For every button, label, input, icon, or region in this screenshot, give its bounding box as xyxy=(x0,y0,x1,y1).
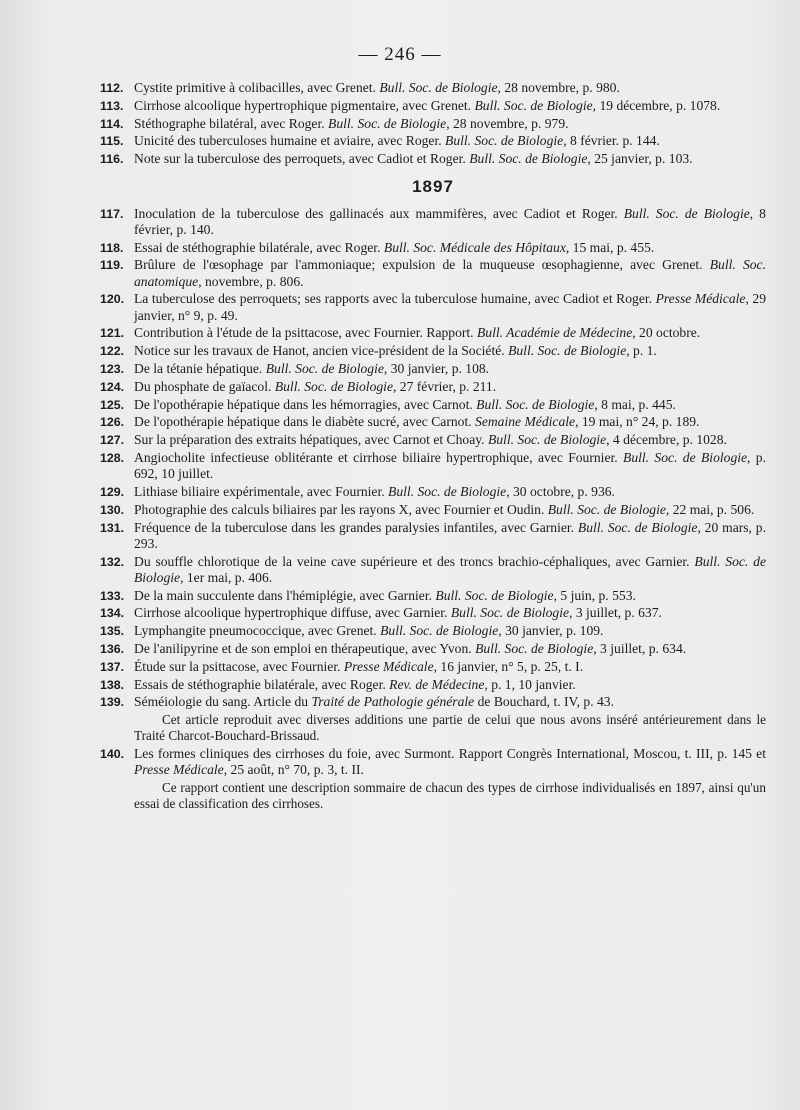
entry-number: 117. xyxy=(100,206,124,221)
journal-title: Bull. Soc. Médicale des Hôpitaux xyxy=(383,239,566,255)
entry-number: 120. xyxy=(100,292,125,307)
entry-segment: , 1er mai, p. 406. xyxy=(180,569,273,585)
bibliography-entry xyxy=(100,588,766,604)
journal-title: Bull. Soc. de Biologie xyxy=(508,343,627,359)
entry-number: 139. xyxy=(100,695,125,710)
entry-number: 140. xyxy=(100,747,125,762)
entry-text xyxy=(134,694,766,710)
entry-text xyxy=(134,291,766,323)
journal-title: Bull. Soc. de Biologie xyxy=(388,483,507,499)
page-number: — 246 — xyxy=(358,44,442,65)
entry-number: 124. xyxy=(100,379,125,394)
bibliography-entry xyxy=(100,554,766,586)
entry-segment: , 29 janvier, n° 9, p. 49. xyxy=(134,291,766,323)
entry-number: 131. xyxy=(100,520,125,535)
entry-segment: De l'opothérapie hépatique dans les hémorragies, avec Carnot. xyxy=(134,396,477,412)
entry-number: 128. xyxy=(100,450,125,465)
entry-segment: La tuberculose des perroquets; ses rapports avec la tuberculose humaine, avec Cadiot et Roger. xyxy=(134,291,656,307)
entry-text xyxy=(134,397,766,413)
entry-number: 133. xyxy=(100,588,125,603)
entry-number: 114. xyxy=(100,116,124,131)
entry-note: Cet article reproduit avec diverses additions une partie de celui que nous avons inséré antérieurement dans le Traité Charcot-Bouchard-Brissaud. xyxy=(134,712,766,744)
entry-text xyxy=(134,659,766,675)
bibliography-entry xyxy=(100,677,766,693)
entry-segment: , 22 mai, p. 506. xyxy=(665,501,755,517)
bibliography-entry xyxy=(100,694,766,710)
entry-number: 126. xyxy=(100,415,125,430)
entry-segment: De l'anilipyrine et de son emploi en thérapeutique, avec Yvon. xyxy=(134,640,476,656)
entry-segment: , 19 décembre, p. 1078. xyxy=(592,97,721,113)
entry-text xyxy=(134,432,766,448)
entry-number: 134. xyxy=(100,606,125,621)
entry-number: 116. xyxy=(100,152,124,167)
entry-number: 112. xyxy=(100,81,124,95)
entry-text xyxy=(134,379,766,395)
journal-title: Bull. Soc. de Biologie xyxy=(487,432,607,448)
entry-number: 135. xyxy=(100,624,125,639)
bibliography-list xyxy=(100,80,766,814)
journal-title: Bull. Soc. de Biologie xyxy=(475,640,594,656)
entry-number: 136. xyxy=(100,641,125,656)
bibliography-entry xyxy=(100,325,766,341)
entry-segment: Cirrhose alcoolique hypertrophique diffuse, avec Garnier. xyxy=(134,605,451,621)
journal-title: Bull. Soc. de Biologie xyxy=(445,133,564,149)
entry-segment: , 28 novembre, p. 980. xyxy=(497,80,620,95)
journal-title: Bull. Soc. anatomique xyxy=(134,257,766,289)
entry-text xyxy=(134,325,766,341)
entry-segment: Essai de stéthographie bilatérale, avec Roger. xyxy=(134,239,384,255)
journal-title: Bull. Soc. de Biologie xyxy=(623,449,748,465)
entry-text xyxy=(134,343,766,359)
entry-segment: , 25 août, n° 70, p. 3, t. II. xyxy=(223,762,364,778)
entry-segment: Séméiologie du sang. Article du xyxy=(134,694,312,710)
entry-segment: Contribution à l'étude de la psittacose, avec Fournier. Rapport. xyxy=(134,325,477,341)
entry-note: Ce rapport contient une description sommaire de chacun des types de cirrhose individualisés en 1897, ainsi qu'un essai de classification des cirrhoses. xyxy=(134,780,766,812)
bibliography-entry xyxy=(100,343,766,359)
journal-title: Presse Médicale xyxy=(134,762,224,778)
entry-segment: Essais de stéthographie bilatérale, avec Roger. xyxy=(134,676,390,692)
journal-title: Bull. Soc. de Biologie xyxy=(577,519,698,535)
entry-segment: , 8 février, p. 140. xyxy=(134,205,766,237)
entry-segment: , 30 janvier, p. 109. xyxy=(498,623,604,639)
entry-text xyxy=(134,502,766,518)
entry-segment: Les formes cliniques des cirrhoses du foie, avec Surmont. Rapport Congrès International, Moscou, t. III, p. 145 et xyxy=(134,746,766,762)
bibliography-entry xyxy=(100,605,766,621)
entry-segment: Unicité des tuberculoses humaine et aviaire, avec Roger. xyxy=(134,133,446,149)
bibliography-entry xyxy=(100,206,766,238)
entry-number: 130. xyxy=(100,502,125,517)
entry-segment: , 5 juin, p. 553. xyxy=(553,587,636,603)
entry-segment: Inoculation de la tuberculose des gallinacés aux mammifères, avec Cadiot et Roger. xyxy=(134,205,624,221)
entry-number: 115. xyxy=(100,134,124,149)
entry-text xyxy=(134,414,766,430)
entry-text xyxy=(134,98,766,114)
entries-1896 xyxy=(100,80,766,167)
journal-title: Bull. Soc. de Biologie xyxy=(469,151,588,167)
entry-segment: , 30 octobre, p. 936. xyxy=(506,483,615,499)
entry-segment: Notice sur les travaux de Hanot, ancien vice-président de la Société. xyxy=(134,343,509,359)
journal-title: Rev. de Médecine xyxy=(389,676,485,692)
entry-text xyxy=(134,151,766,167)
entry-segment: Du phosphate de gaïacol. xyxy=(134,378,275,394)
entry-segment: Lymphangite pneumococcique, avec Grenet. xyxy=(134,623,381,639)
entry-segment: , 25 janvier, p. 103. xyxy=(587,151,693,167)
journal-title: Bull. Soc. de Biologie xyxy=(379,80,498,95)
entry-segment: , novembre, p. 806. xyxy=(198,273,304,289)
bibliography-entry xyxy=(100,361,766,377)
entry-segment: , 8 mai, p. 445. xyxy=(594,396,676,412)
journal-title: Semaine Médicale xyxy=(475,414,576,430)
entry-text xyxy=(134,450,766,482)
entry-segment: , 3 juillet, p. 634. xyxy=(593,640,687,656)
journal-title: Bull. Soc. de Biologie xyxy=(265,360,384,376)
entry-segment: Brûlure de l'œsophage par l'ammoniaque; expulsion de la muqueuse œsophagienne, avec Grenet. xyxy=(134,257,710,273)
bibliography-entry xyxy=(100,484,766,500)
bibliography-entry xyxy=(100,80,766,96)
entry-segment: Du souffle chlorotique de la veine cave supérieure et des troncs brachio-céphaliques, avec Garnier. xyxy=(134,553,695,569)
entry-number: 121. xyxy=(100,326,125,341)
entry-segment: , p. 1. xyxy=(626,343,657,359)
entry-segment: , 16 janvier, n° 5, p. 25, t. I. xyxy=(433,658,584,674)
entry-text xyxy=(134,240,766,256)
entry-segment: , 20 octobre. xyxy=(632,325,701,341)
entry-segment: , 4 décembre, p. 1028. xyxy=(606,432,727,448)
entry-text xyxy=(134,554,766,586)
journal-title: Bull. Soc. de Biologie xyxy=(435,587,554,603)
entry-segment: Photographie des calculs biliaires par les rayons X, avec Fournier et Oudin. xyxy=(134,501,548,517)
entry-segment: , 30 janvier, p. 108. xyxy=(383,360,490,376)
entry-text xyxy=(134,206,766,238)
journal-title: Bull. Soc. de Biologie xyxy=(547,501,666,517)
entry-segment: Note sur la tuberculose des perroquets, avec Cadiot et Roger. xyxy=(134,151,470,167)
entry-segment: De la tétanie hépatique. xyxy=(134,360,266,376)
entry-text xyxy=(134,677,766,693)
bibliography-entry xyxy=(100,133,766,149)
journal-title: Bull. Soc. de Biologie xyxy=(328,115,447,131)
entry-number: 132. xyxy=(100,554,125,569)
entry-segment: , 19 mai, n° 24, p. 189. xyxy=(575,414,700,430)
entry-text xyxy=(134,520,766,552)
year-heading: 1897 xyxy=(412,177,454,197)
entry-segment: Angiocholite infectieuse oblitérante et cirrhose biliaire hypertrophique, avec Fournier. xyxy=(134,449,624,465)
bibliography-entry xyxy=(100,98,766,114)
entry-text xyxy=(134,623,766,639)
bibliography-entry xyxy=(100,520,766,552)
entry-number: 118. xyxy=(100,240,124,255)
entry-segment: De l'opothérapie hépatique dans le diabète sucré, avec Carnot. xyxy=(134,414,476,430)
entry-segment: Fréquence de la tuberculose dans les grandes paralysies infantiles, avec Garnier. xyxy=(134,519,578,535)
entry-text xyxy=(134,641,766,657)
journal-title: Traité de Pathologie générale xyxy=(311,694,475,710)
entry-segment: , 20 mars, p. 293. xyxy=(134,519,766,551)
journal-title: Presse Médicale xyxy=(655,291,746,307)
entry-text xyxy=(134,484,766,500)
entry-text xyxy=(134,605,766,621)
entry-number: 122. xyxy=(100,344,125,359)
entry-segment: de Bouchard, t. IV, p. 43. xyxy=(474,694,615,710)
journal-title: Bull. Soc. de Biologie xyxy=(380,623,499,639)
entry-text xyxy=(134,116,766,132)
journal-title: Bull. Soc. de Biologie xyxy=(623,205,750,221)
bibliography-entry xyxy=(100,623,766,639)
bibliography-entry xyxy=(100,116,766,132)
journal-title: Bull. Soc. de Biologie xyxy=(274,378,393,394)
entry-segment: , 15 mai, p. 455. xyxy=(565,239,655,255)
bibliography-entry xyxy=(100,659,766,675)
entry-segment: , 3 juillet, p. 637. xyxy=(569,605,662,621)
journal-title: Presse Médicale xyxy=(343,658,434,674)
bibliography-entry xyxy=(100,291,766,323)
entry-text xyxy=(134,80,766,96)
bibliography-entry xyxy=(100,151,766,167)
entry-segment: Cystite primitive à colibacilles, avec Grenet. xyxy=(134,80,380,95)
journal-title: Bull. Académie de Médecine xyxy=(476,325,633,341)
entry-text xyxy=(134,361,766,377)
bibliography-entry xyxy=(100,397,766,413)
bibliography-entry xyxy=(100,502,766,518)
entries-1897 xyxy=(100,206,766,813)
entry-segment: , 8 février. p. 144. xyxy=(563,133,660,149)
entry-segment: Lithiase biliaire expérimentale, avec Fournier. xyxy=(134,483,389,499)
entry-segment: De la main succulente dans l'hémiplégie, avec Garnier. xyxy=(134,587,436,603)
entry-segment: Étude sur la psittacose, avec Fournier. xyxy=(134,658,344,674)
bibliography-entry xyxy=(100,450,766,482)
entry-number: 113. xyxy=(100,98,124,113)
entry-number: 119. xyxy=(100,258,124,273)
entry-number: 125. xyxy=(100,397,125,412)
entry-number: 129. xyxy=(100,484,125,499)
entry-number: 127. xyxy=(100,433,125,448)
entry-segment: Sur la préparation des extraits hépatiques, avec Carnot et Choay. xyxy=(134,432,488,448)
bibliography-entry xyxy=(100,746,766,778)
bibliography-entry xyxy=(100,641,766,657)
bibliography-entry xyxy=(100,240,766,256)
bibliography-entry xyxy=(100,379,766,395)
entry-text xyxy=(134,588,766,604)
journal-title: Bull. Soc. de Biologie xyxy=(134,553,766,585)
bibliography-entry xyxy=(100,414,766,430)
entry-number: 138. xyxy=(100,677,125,692)
entry-text xyxy=(134,257,766,289)
entry-segment: Cirrhose alcoolique hypertrophique pigmentaire, avec Grenet. xyxy=(134,97,475,113)
journal-title: Bull. Soc. de Biologie xyxy=(474,97,593,113)
entry-number: 123. xyxy=(100,361,125,376)
entry-segment: , 28 novembre, p. 979. xyxy=(446,115,569,131)
entry-segment: , p. 1, 10 janvier. xyxy=(484,676,576,692)
entry-text xyxy=(134,133,766,149)
bibliography-entry xyxy=(100,432,766,448)
entry-segment: Stéthographe bilatéral, avec Roger. xyxy=(134,115,329,131)
journal-title: Bull. Soc. de Biologie xyxy=(476,396,595,412)
journal-title: Bull. Soc. de Biologie xyxy=(450,605,570,621)
entry-number: 137. xyxy=(100,659,125,674)
entry-segment: , p. 692, 10 juillet. xyxy=(134,449,766,482)
entry-segment: , 27 février, p. 211. xyxy=(392,378,497,394)
bibliography-entry xyxy=(100,257,766,289)
entry-text xyxy=(134,746,766,778)
